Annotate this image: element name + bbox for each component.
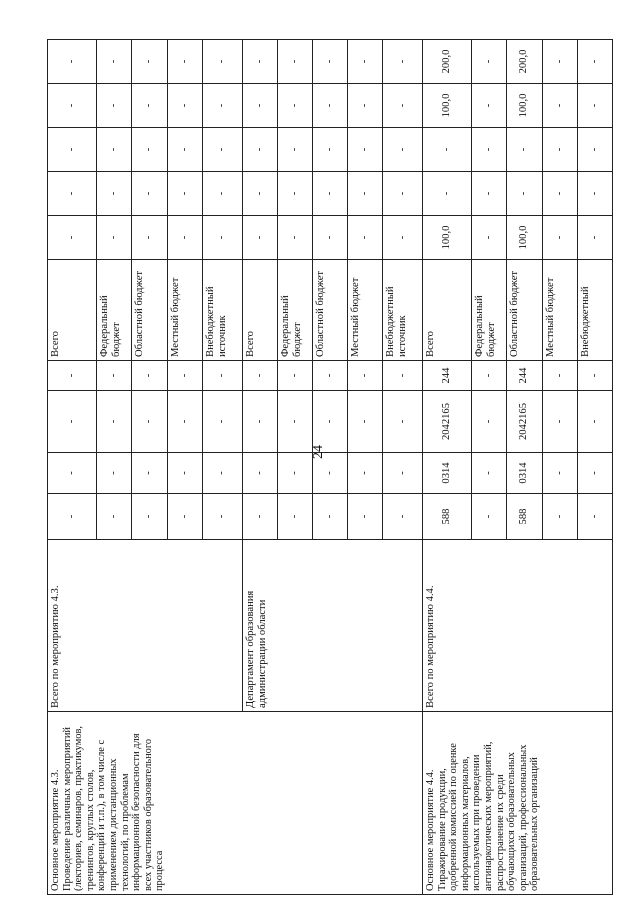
amount-cell: - — [202, 84, 242, 128]
vr-code-cell: - — [277, 361, 312, 391]
budget-table — [47, 39, 613, 895]
amount-cell: - — [348, 172, 383, 216]
rz-code-cell: - — [277, 453, 312, 494]
amount-cell: - — [577, 40, 612, 84]
amount-cell: - — [383, 216, 423, 260]
table-row — [423, 40, 472, 895]
csr-code-cell: - — [383, 391, 423, 453]
amount-cell: - — [542, 128, 577, 172]
csr-code-cell: - — [202, 391, 242, 453]
grbs-code-cell: - — [348, 494, 383, 540]
funding-source-cell: Всего — [423, 260, 472, 361]
funding-source-cell: Местный бюджет — [348, 260, 383, 361]
executor-cell: Всего по мероприятию 4.3. — [48, 540, 243, 712]
rz-code-cell: 0314 — [507, 453, 542, 494]
rz-code-cell: - — [312, 453, 347, 494]
amount-cell: - — [202, 128, 242, 172]
amount-cell: - — [348, 128, 383, 172]
amount-cell: - — [277, 216, 312, 260]
amount-cell: - — [97, 216, 132, 260]
amount-cell: 100,0 — [507, 216, 542, 260]
amount-cell: - — [542, 172, 577, 216]
page-number: 24 — [311, 445, 326, 459]
vr-code-cell: - — [383, 361, 423, 391]
amount-cell: - — [472, 172, 507, 216]
vr-code-cell: - — [202, 361, 242, 391]
vr-code-cell: - — [542, 361, 577, 391]
amount-cell: - — [277, 40, 312, 84]
rz-code-cell: 0314 — [423, 453, 472, 494]
csr-code-cell: - — [277, 391, 312, 453]
amount-cell: - — [577, 172, 612, 216]
amount-cell: - — [242, 40, 277, 84]
csr-code-cell: - — [542, 391, 577, 453]
grbs-code-cell: - — [97, 494, 132, 540]
activity-description-cell: Основное мероприятие 4.3. Проведение различных мероприятий (лекториев, семинаров, практикумов, тренингов, круглых столов, конференций и т.п.), в том числе с применением дистанционных технологий, по проблемам информационной безопасности для всех участников образовательного процесса — [48, 712, 423, 895]
amount-cell: - — [48, 84, 97, 128]
funding-source-cell: Внебюджетный — [577, 260, 612, 361]
csr-code-cell: - — [472, 391, 507, 453]
vr-code-cell: 244 — [507, 361, 542, 391]
amount-cell: - — [242, 216, 277, 260]
amount-cell: - — [132, 128, 167, 172]
vr-code-cell: - — [48, 361, 97, 391]
table-row — [48, 40, 97, 895]
funding-source-cell: Областной бюджет — [312, 260, 347, 361]
vr-code-cell: - — [167, 361, 202, 391]
amount-cell: - — [383, 40, 423, 84]
amount-cell: - — [383, 84, 423, 128]
rz-code-cell: - — [577, 453, 612, 494]
amount-cell: 100,0 — [507, 84, 542, 128]
amount-cell: - — [472, 84, 507, 128]
csr-code-cell: - — [97, 391, 132, 453]
amount-cell: 200,0 — [423, 40, 472, 84]
amount-cell: - — [167, 40, 202, 84]
amount-cell: - — [167, 172, 202, 216]
amount-cell: - — [97, 84, 132, 128]
amount-cell: - — [48, 128, 97, 172]
amount-cell: - — [132, 40, 167, 84]
amount-cell: - — [167, 84, 202, 128]
amount-cell: - — [132, 216, 167, 260]
csr-code-cell: - — [167, 391, 202, 453]
rz-code-cell: - — [348, 453, 383, 494]
csr-code-cell: - — [577, 391, 612, 453]
rz-code-cell: - — [48, 453, 97, 494]
amount-cell: - — [312, 84, 347, 128]
amount-cell: - — [312, 40, 347, 84]
amount-cell: - — [577, 128, 612, 172]
grbs-code-cell: - — [277, 494, 312, 540]
amount-cell: - — [472, 216, 507, 260]
amount-cell: - — [97, 128, 132, 172]
amount-cell: - — [277, 84, 312, 128]
rz-code-cell: - — [97, 453, 132, 494]
grbs-code-cell: - — [132, 494, 167, 540]
amount-cell: - — [48, 216, 97, 260]
amount-cell: - — [577, 216, 612, 260]
grbs-code-cell: - — [577, 494, 612, 540]
csr-code-cell: 2042165 — [507, 391, 542, 453]
vr-code-cell: - — [312, 361, 347, 391]
grbs-code-cell: - — [312, 494, 347, 540]
vr-code-cell: - — [577, 361, 612, 391]
csr-code-cell: - — [312, 391, 347, 453]
funding-source-cell: Местный бюджет — [167, 260, 202, 361]
funding-source-cell: Внебюджетный источник — [202, 260, 242, 361]
executor-cell: Департамент образования администрации области — [242, 540, 422, 712]
funding-source-cell: Всего — [48, 260, 97, 361]
rz-code-cell: - — [202, 453, 242, 494]
vr-code-cell: - — [348, 361, 383, 391]
amount-cell: - — [167, 128, 202, 172]
amount-cell: 100,0 — [423, 84, 472, 128]
funding-source-cell: Федеральный бюджет — [472, 260, 507, 361]
rz-code-cell: - — [383, 453, 423, 494]
table-body — [48, 40, 613, 895]
csr-code-cell: - — [348, 391, 383, 453]
amount-cell: - — [202, 40, 242, 84]
grbs-code-cell: 588 — [507, 494, 542, 540]
grbs-code-cell: 588 — [423, 494, 472, 540]
funding-source-cell: Областной бюджет — [132, 260, 167, 361]
amount-cell: - — [383, 172, 423, 216]
grbs-code-cell: - — [202, 494, 242, 540]
vr-code-cell: - — [242, 361, 277, 391]
amount-cell: - — [48, 172, 97, 216]
funding-source-cell: Всего — [242, 260, 277, 361]
rz-code-cell: - — [167, 453, 202, 494]
executor-cell: Всего по мероприятию 4.4. — [423, 540, 613, 712]
rotated-budget-table-container — [47, 40, 613, 895]
amount-cell: - — [167, 216, 202, 260]
amount-cell: - — [97, 40, 132, 84]
amount-cell: - — [97, 172, 132, 216]
amount-cell: - — [277, 172, 312, 216]
amount-cell: - — [577, 84, 612, 128]
amount-cell: - — [277, 128, 312, 172]
csr-code-cell: - — [132, 391, 167, 453]
grbs-code-cell: - — [242, 494, 277, 540]
amount-cell: - — [242, 84, 277, 128]
amount-cell: - — [472, 40, 507, 84]
activity-description-cell: Основное мероприятие 4.4. Тиражирование продукции, одобренной комиссией по оценке информационных материалов, используемых при проведении антинаркотических мероприятий, распространение их среди обучающихся образовательных организаций, профессиональных образовательных организаций — [423, 712, 613, 895]
amount-cell: - — [507, 128, 542, 172]
csr-code-cell: - — [242, 391, 277, 453]
grbs-code-cell: - — [48, 494, 97, 540]
grbs-code-cell: - — [167, 494, 202, 540]
amount-cell: 100,0 — [423, 216, 472, 260]
amount-cell: - — [348, 84, 383, 128]
amount-cell: - — [312, 128, 347, 172]
csr-code-cell: 2042165 — [423, 391, 472, 453]
amount-cell: - — [507, 172, 542, 216]
amount-cell: 200,0 — [507, 40, 542, 84]
amount-cell: - — [423, 128, 472, 172]
amount-cell: - — [423, 172, 472, 216]
grbs-code-cell: - — [542, 494, 577, 540]
vr-code-cell: 244 — [423, 361, 472, 391]
amount-cell: - — [312, 216, 347, 260]
rz-code-cell: - — [132, 453, 167, 494]
rz-code-cell: - — [542, 453, 577, 494]
amount-cell: - — [348, 40, 383, 84]
amount-cell: - — [542, 84, 577, 128]
funding-source-cell: Федеральный бюджет — [97, 260, 132, 361]
funding-source-cell: Внебюджетный источник — [383, 260, 423, 361]
rz-code-cell: - — [242, 453, 277, 494]
funding-source-cell: Областной бюджет — [507, 260, 542, 361]
amount-cell: - — [348, 216, 383, 260]
amount-cell: - — [383, 128, 423, 172]
grbs-code-cell: - — [383, 494, 423, 540]
amount-cell: - — [242, 128, 277, 172]
amount-cell: - — [132, 172, 167, 216]
amount-cell: - — [312, 172, 347, 216]
funding-source-cell: Федеральный бюджет — [277, 260, 312, 361]
amount-cell: - — [132, 84, 167, 128]
grbs-code-cell: - — [472, 494, 507, 540]
amount-cell: - — [202, 216, 242, 260]
amount-cell: - — [542, 216, 577, 260]
vr-code-cell: - — [472, 361, 507, 391]
vr-code-cell: - — [97, 361, 132, 391]
amount-cell: - — [542, 40, 577, 84]
amount-cell: - — [48, 40, 97, 84]
amount-cell: - — [202, 172, 242, 216]
vr-code-cell: - — [132, 361, 167, 391]
amount-cell: - — [472, 128, 507, 172]
amount-cell: - — [242, 172, 277, 216]
csr-code-cell: - — [48, 391, 97, 453]
funding-source-cell: Местный бюджет — [542, 260, 577, 361]
rz-code-cell: - — [472, 453, 507, 494]
